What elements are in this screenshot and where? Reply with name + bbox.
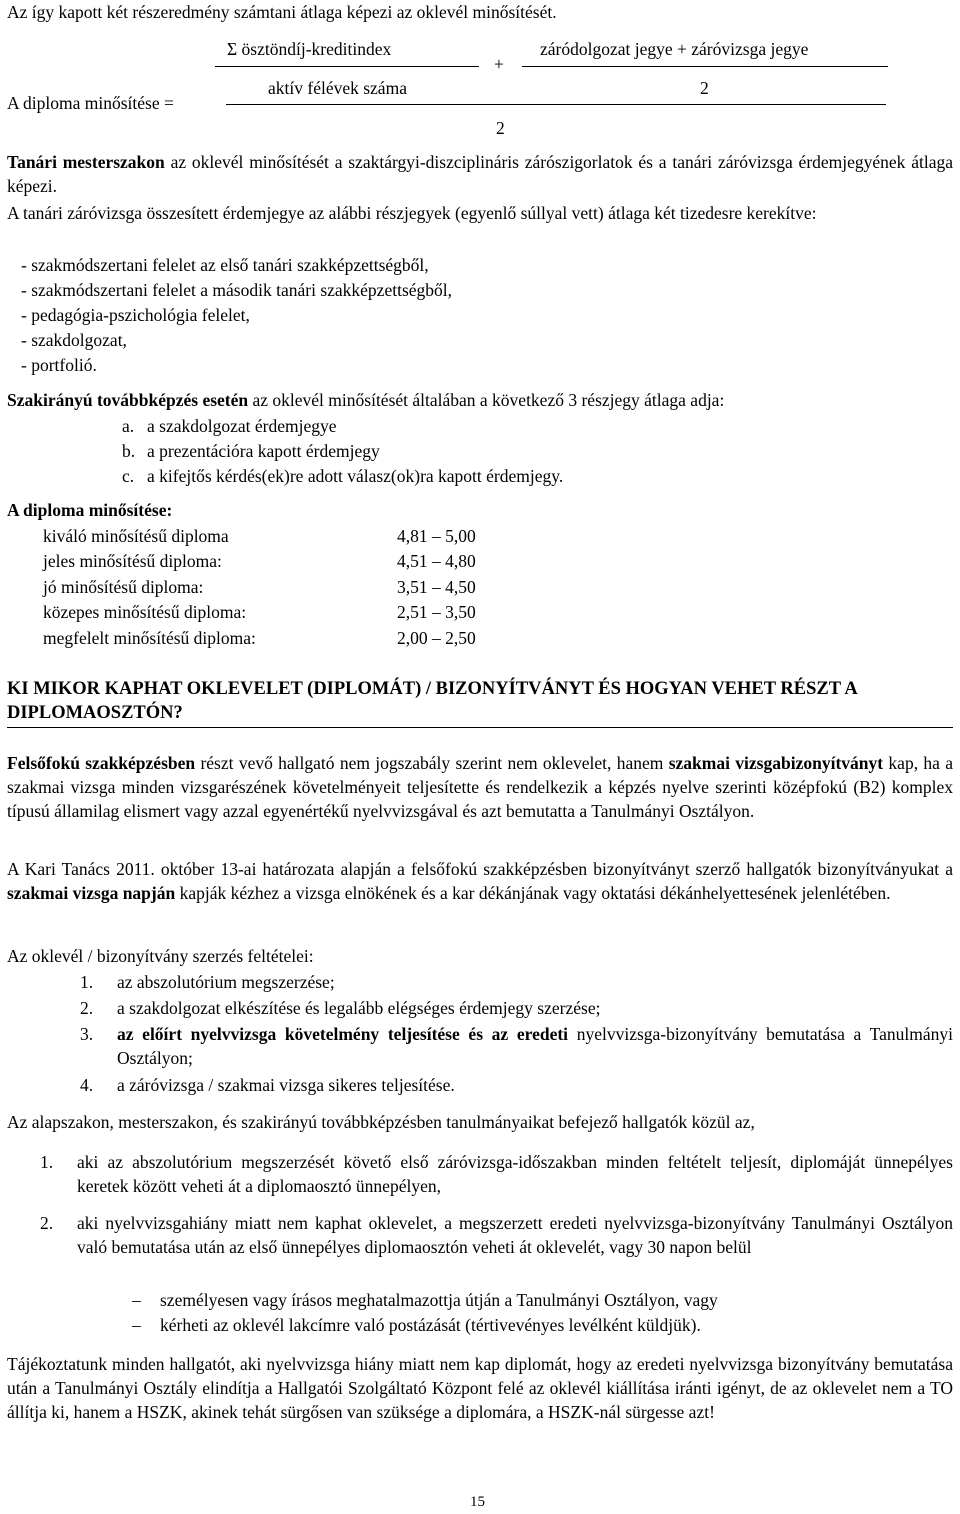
list-item: a záróvizsga / szakmai vizsga sikeres teljesítése.: [117, 1075, 455, 1095]
tanari-bold: Tanári mesterszakon: [7, 152, 165, 172]
list-marker: 3.: [80, 1024, 94, 1044]
list-item: kérheti az oklevél lakcímre való postázását (tértivevényes levélként küldjük).: [160, 1315, 701, 1335]
formula-plus: +: [494, 54, 504, 74]
list-marker: 2.: [40, 1213, 54, 1233]
felsofoku-text-2: kap, ha a szakmai vizsga minden vizsgarészének követelményeit teljesítette és rendelkezik a képzés nyelve szerinti középfokú (B2) komplex típusú államilag elismert vagy azzal egyenértékű nyelvvizsgával és azt bemutatta a Tanulmányi Osztályon.: [7, 753, 954, 821]
list-item: a szakdolgozat elkészítése és legalább elégséges érdemjegy szerzése;: [117, 998, 601, 1018]
grade-range: 2,00 – 2,50: [397, 628, 476, 648]
kari-bold: szakmai vizsga napján: [7, 883, 176, 903]
felsofoku-bold-1: Felsőfokú szakképzésben: [7, 753, 196, 773]
list-item: a kifejtős kérdés(ek)re adott válasz(ok)ra kapott érdemjegy.: [147, 466, 564, 486]
felsofoku-paragraph: [7, 751, 953, 823]
conditions-heading: Az oklevél / bizonyítvány szerzés feltételei:: [7, 946, 314, 966]
grade-row: [43, 600, 476, 624]
list-item: [117, 1022, 953, 1070]
tanari-zarovizsga-paragraph: A tanári záróvizsga összesített érdemjegye az alábbi részjegyek (egyenlő súllyal vett) átlaga két tizedesre kerekítve:: [7, 203, 817, 223]
list-item: - szakmódszertani felelet az első tanári szakképzettségből,: [21, 255, 429, 275]
condition-bold-2: eredeti: [516, 1024, 569, 1044]
fraction-bar-right: [522, 66, 888, 67]
heading-underline: [7, 727, 953, 728]
kari-text-2: kapják kézhez a vizsga elnökének és a kar dékánjának vagy oktatási dékánhelyettesének jelenlétében.: [179, 883, 891, 903]
grade-range: 2,51 – 3,50: [397, 602, 476, 622]
grade-row: [43, 524, 476, 548]
grade-range: 4,51 – 4,80: [397, 551, 476, 571]
grade-range: 4,81 – 5,00: [397, 526, 476, 546]
list-item: a prezentációra kapott érdemjegy: [147, 441, 380, 461]
szakiranyu-bold: Szakirányú továbbképzés esetén: [7, 390, 249, 410]
dash-marker: –: [132, 1315, 141, 1335]
condition-bold-1: az előírt nyelvvizsga követelmény teljesítése: [117, 1024, 460, 1044]
list-marker: b.: [122, 441, 136, 461]
list-item: - szakmódszertani felelet a második tanári szakképzettségből,: [21, 280, 453, 300]
condition-text-2: nyelvvizsga-bizonyítvány bemutatása a Tanulmányi Osztályon;: [117, 1024, 954, 1068]
list-marker: 1.: [40, 1152, 54, 1172]
grade-row: [43, 626, 476, 650]
tajekoztatunk-paragraph: Tájékoztatunk minden hallgatót, aki nyelvvizsga hiány miatt nem kap diplomát, hogy az eredeti nyelvvizsga bizonyítvány bemutatása után a Tanulmányi Osztály elindítja a Hallgatói Szolgáltató Központ felé az oklevél kiállítása iránti igényt, de az oklevelet nem a TO állítja ki, hanem a HSZK, akinek tehát sürgősen van szüksége a diplomára, a HSZK-nál sürgesse azt!: [7, 1354, 953, 1422]
list-marker: 1.: [80, 972, 94, 992]
grade-label: kiváló minősítésű diploma: [43, 526, 229, 546]
list-item: aki az abszolutórium megszerzését követő első záróvizsga-időszakban minden feltételt teljesít, diplomáját ünnepélyes keretek között veheti át a diplomaosztó ünnepélyen,: [77, 1152, 953, 1196]
list-item: az abszolutórium megszerzése;: [117, 972, 335, 992]
grade-row: [43, 575, 476, 599]
grades-heading: A diploma minősítése:: [7, 500, 173, 520]
list-marker: 4.: [80, 1075, 94, 1095]
list-item: a szakdolgozat érdemjegye: [147, 416, 337, 436]
section-heading: KI MIKOR KAPHAT OKLEVELET (DIPLOMÁT) / BIZONYÍTVÁNYT ÉS HOGYAN VEHET RÉSZT A DIPLOMAOSZTÓN?: [7, 679, 857, 723]
grade-label: jeles minősítésű diploma:: [43, 551, 222, 571]
formula-outer-denominator: 2: [496, 118, 505, 138]
condition-text-1: és az: [468, 1024, 509, 1044]
formula-numerator-right: záródolgozat jegye + záróvizsga jegye: [540, 39, 809, 59]
grade-label: jó minősítésű diploma:: [43, 577, 204, 597]
grade-range: 3,51 – 4,50: [397, 577, 476, 597]
list-item: - portfolió.: [21, 355, 97, 375]
intro-line: Az így kapott két részeredmény számtani átlaga képezi az oklevél minősítését.: [7, 2, 557, 22]
dash-marker: –: [132, 1290, 141, 1310]
kari-paragraph: [7, 857, 953, 905]
szakiranyu-text: az oklevél minősítését általában a következő 3 részjegy átlaga adja:: [252, 390, 725, 410]
fraction-bar-left: [215, 66, 479, 67]
list-item: személyesen vagy írásos meghatalmazottja útján a Tanulmányi Osztályon, vagy: [160, 1290, 718, 1310]
szakiranyu-paragraph: [7, 388, 724, 412]
alapszak-intro: Az alapszakon, mesterszakon, és szakirányú továbbképzésben tanulmányaikat befejező hallgatók közül az,: [7, 1112, 755, 1132]
fraction-bar-outer: [226, 104, 886, 105]
list-marker: a.: [122, 416, 135, 436]
formula-numerator-left: Σ ösztöndíj-kreditindex: [227, 39, 392, 59]
grade-row: [43, 549, 476, 573]
list-item: - szakdolgozat,: [21, 330, 127, 350]
kari-text-1: A Kari Tanács 2011. október 13-ai határozata alapján a felsőfokú szakképzésben bizonyítványt szerző hallgatók bizonyítványukat a: [7, 859, 953, 879]
list-item: - pedagógia-pszichológia felelet,: [21, 305, 250, 325]
tanari-text: az oklevél minősítését a szaktárgyi-diszciplináris zárószigorlatok és a tanári záróvizsga érdemjegyének átlaga képezi.: [7, 152, 953, 196]
list-item: aki nyelvvizsgahiány miatt nem kaphat oklevelet, a megszerzett eredeti nyelvvizsga-bizonyítvány Tanulmányi Osztályon való bemutatása után az első ünnepélyes diplomaosztón veheti át oklevelét, vagy 30 napon belül: [77, 1213, 953, 1257]
formula-denominator-right: 2: [700, 78, 709, 98]
list-marker: c.: [122, 466, 135, 486]
page-number: 15: [470, 1494, 485, 1510]
grade-label: közepes minősítésű diploma:: [43, 602, 247, 622]
felsofoku-bold-2: szakmai vizsgabizonyítványt: [668, 753, 884, 773]
grade-label: megfelelt minősítésű diploma:: [43, 628, 256, 648]
felsofoku-text-1: részt vevő hallgató nem jogszabály szerint nem oklevelet, hanem: [200, 753, 664, 773]
tanari-paragraph: [7, 150, 953, 198]
formula-denominator-left: aktív félévek száma: [268, 78, 407, 98]
formula-label: A diploma minősítése =: [7, 93, 174, 113]
list-marker: 2.: [80, 998, 94, 1018]
